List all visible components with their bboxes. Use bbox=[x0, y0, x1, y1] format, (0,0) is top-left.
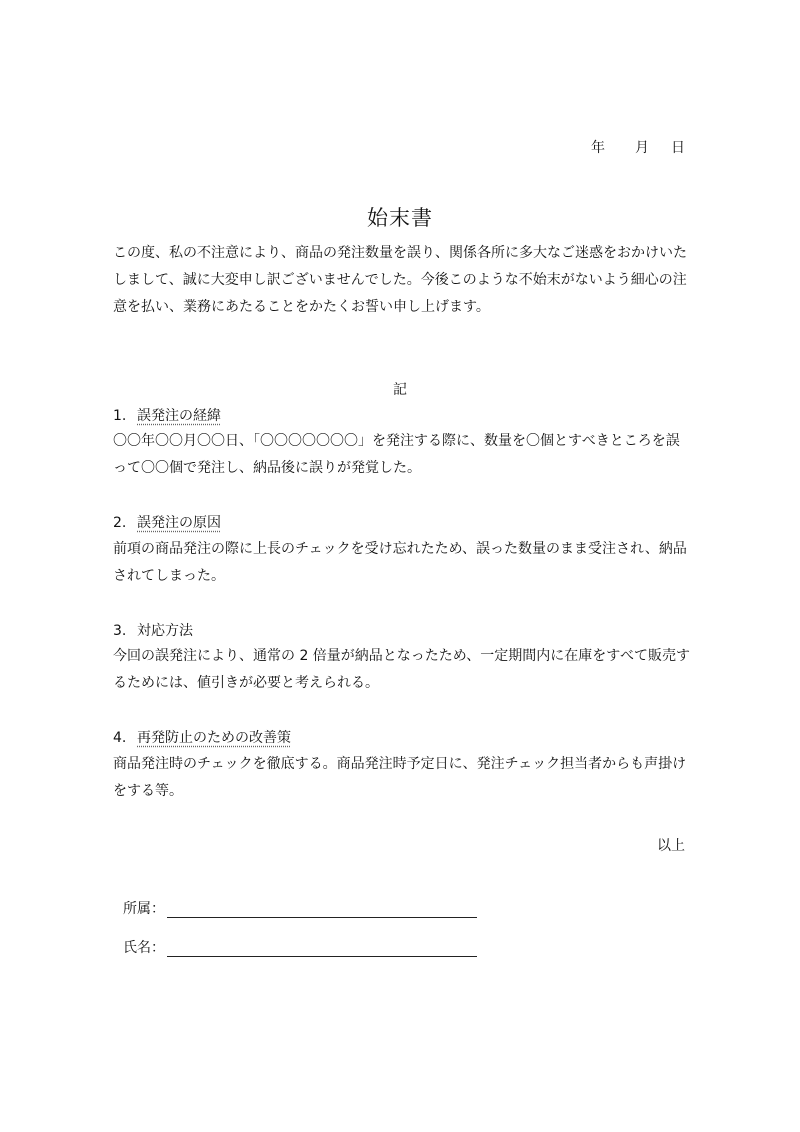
name-label: 氏名： bbox=[123, 940, 165, 956]
section-1-number: 1. bbox=[113, 408, 127, 424]
affiliation-blank-line bbox=[167, 901, 477, 918]
date-day: 日 bbox=[671, 140, 685, 156]
ki-label: 記 bbox=[393, 382, 407, 398]
section-3-body: 今回の誤発注により、通常の 2 倍量が納品となったため、一定期間内に在庫をすべて販売するためには、値引きが必要と考えられる。 bbox=[113, 648, 690, 691]
section-2-body: 前項の商品発注の際に上長のチェックを受け忘れたため、誤った数量のまま受注され、納品されてしまった。 bbox=[113, 541, 687, 584]
section-4-body: 商品発注時のチェックを徹底する。商品発注時予定日に、発注チェック担当者からも声掛けをする等。 bbox=[113, 756, 687, 799]
affiliation-field bbox=[123, 898, 477, 918]
section-3-title: 対応方法 bbox=[137, 623, 193, 639]
section-3-heading bbox=[113, 621, 193, 641]
section-2-heading bbox=[113, 513, 221, 533]
section-2-title: 誤発注の原因 bbox=[137, 515, 221, 531]
section-4-number: 4. bbox=[113, 730, 127, 746]
date-month: 月 bbox=[635, 140, 649, 156]
section-4-title: 再発防止のための改善策 bbox=[137, 730, 291, 746]
section-3-number: 3. bbox=[113, 623, 127, 639]
affiliation-label: 所属： bbox=[123, 901, 165, 917]
section-2-number: 2. bbox=[113, 515, 127, 531]
document-title: 始末書 bbox=[367, 206, 433, 230]
section-1-heading bbox=[113, 406, 221, 426]
intro-paragraph: この度、私の不注意により、商品の発注数量を誤り、関係各所に多大なご迷惑をおかけいたしまして、誠に大変申し訳ございませんでした。今後このような不始末がないよう細心の注意を払い、業務にあたることをかたくお誓い申し上げます。 bbox=[113, 245, 687, 315]
date-line bbox=[591, 137, 685, 157]
section-1-title: 誤発注の経緯 bbox=[137, 408, 221, 424]
section-4-heading bbox=[113, 728, 291, 748]
date-year: 年 bbox=[591, 140, 605, 156]
section-1-body: 〇〇年〇〇月〇〇日、「〇〇〇〇〇〇〇」を発注する際に、数量を〇個とすべきところを誤って〇〇個で発注し、納品後に誤りが発覚した。 bbox=[113, 433, 680, 476]
closing-text: 以上 bbox=[657, 838, 685, 854]
name-blank-line bbox=[167, 940, 477, 957]
name-field bbox=[123, 937, 477, 957]
